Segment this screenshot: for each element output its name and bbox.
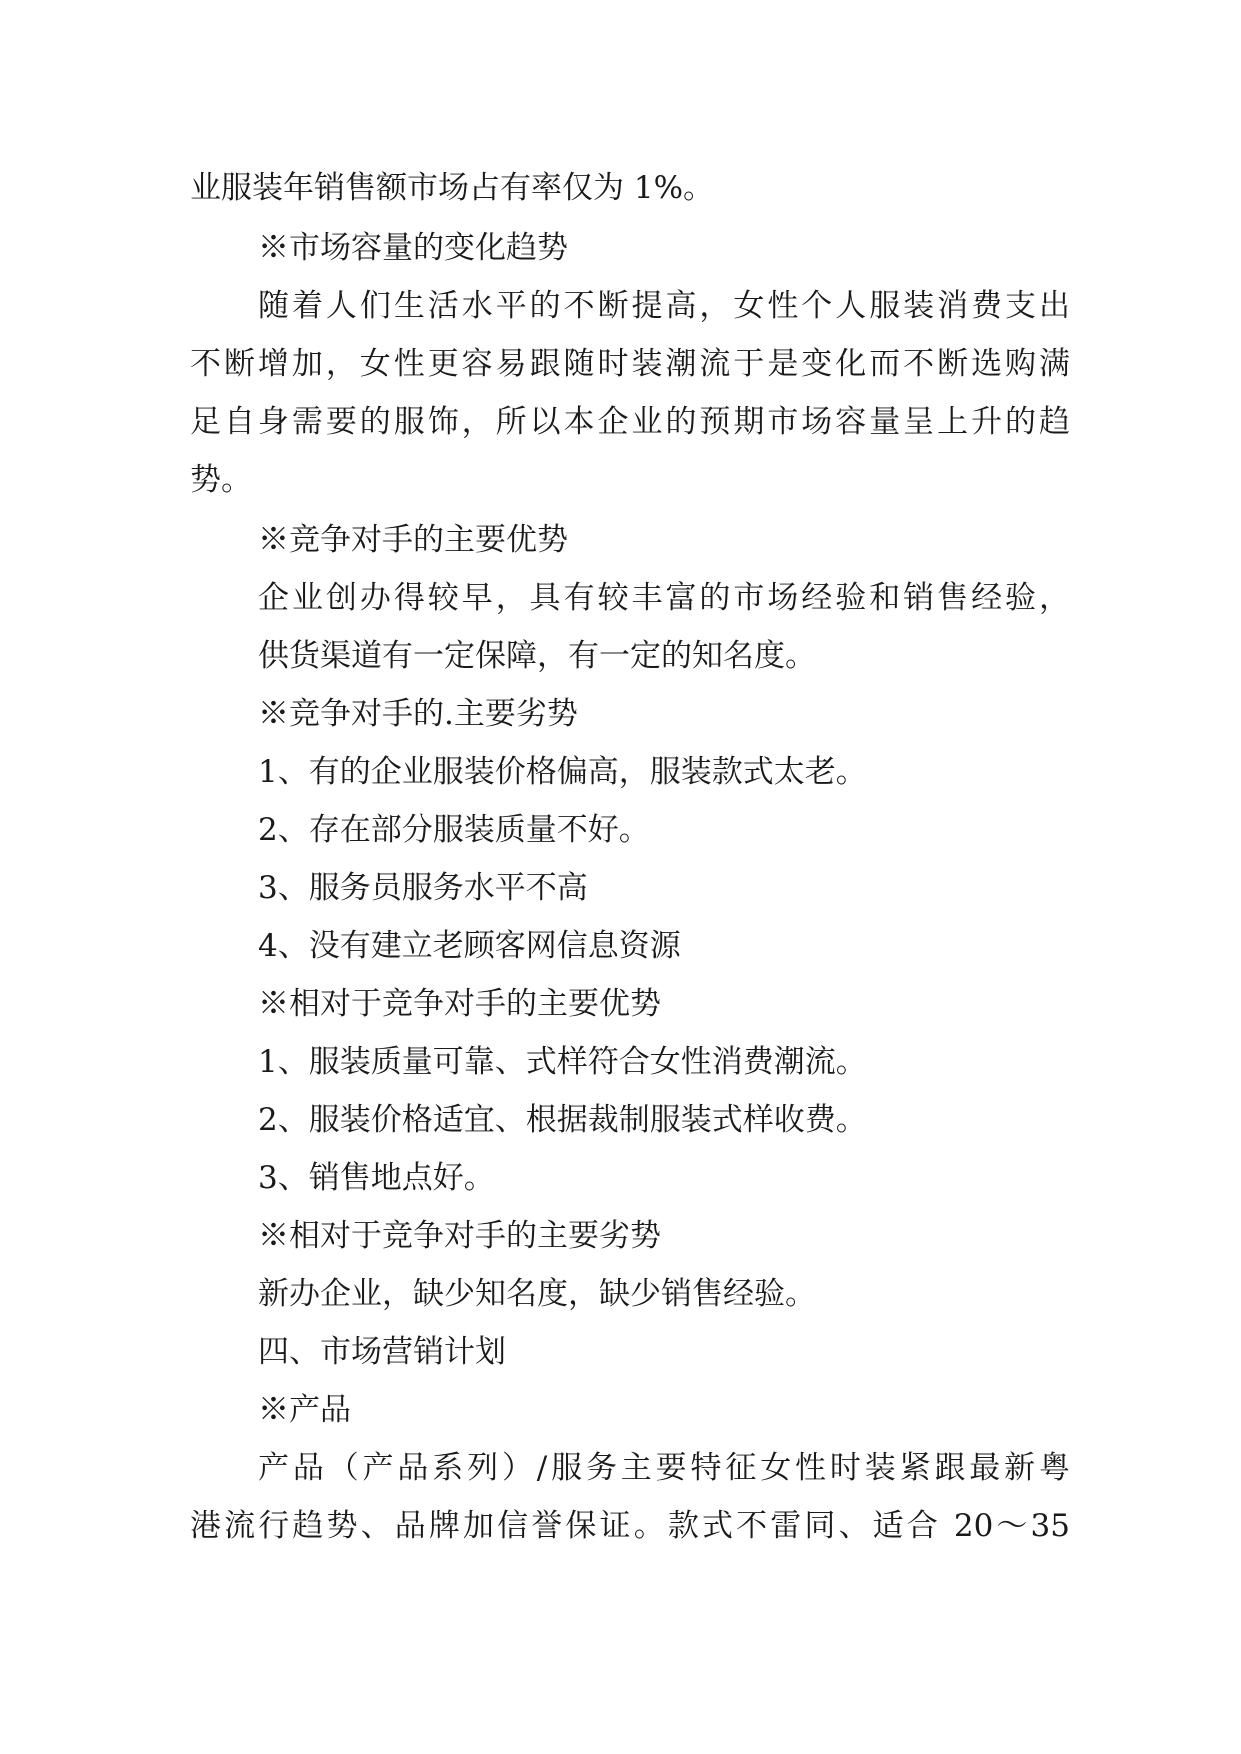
section-heading: ※相对于竞争对手的主要优势 [258, 986, 661, 1022]
section-heading: ※相对于竞争对手的主要劣势 [258, 1218, 661, 1254]
text-line: 港流行趋势、品牌加信誉保证。款式不雷同、适合 20～35 [190, 1508, 1070, 1544]
list-item: 1、有的企业服装价格偏高，服装款式太老。 [258, 754, 867, 790]
text-line: 随着人们生活水平的不断提高，女性个人服装消费支出 [258, 288, 1070, 324]
list-item: 3、销售地点好。 [258, 1160, 495, 1196]
list-item: 1、服装质量可靠、式样符合女性消费潮流。 [258, 1044, 867, 1080]
text-line: 业服装年销售额市场占有率仅为 1%。 [190, 170, 715, 206]
section-heading: ※产品 [258, 1392, 351, 1428]
text-line: 新办企业，缺少知名度，缺少销售经验。 [258, 1276, 816, 1312]
text-line: 势。 [190, 462, 252, 498]
section-heading: ※市场容量的变化趋势 [258, 230, 568, 266]
text-line: 产品（产品系列）/服务主要特征女性时装紧跟最新粤 [258, 1450, 1070, 1486]
section-heading: ※竞争对手的主要优势 [258, 522, 568, 558]
list-item: 2、存在部分服装质量不好。 [258, 812, 650, 848]
text-line: 供货渠道有一定保障，有一定的知名度。 [258, 638, 816, 674]
text-line: 企业创办得较早，具有较丰富的市场经验和销售经验， [258, 580, 1070, 616]
chapter-heading: 四、市场营销计划 [258, 1334, 506, 1370]
list-item: 2、服装价格适宜、根据裁制服装式样收费。 [258, 1102, 867, 1138]
list-item: 4、没有建立老顾客网信息资源 [258, 928, 681, 964]
text-line: 足自身需要的服饰，所以本企业的预期市场容量呈上升的趋 [190, 404, 1070, 440]
section-heading: ※竞争对手的.主要劣势 [258, 696, 578, 732]
text-line: 不断增加，女性更容易跟随时装潮流于是变化而不断选购满 [190, 346, 1070, 382]
list-item: 3、服务员服务水平不高 [258, 870, 588, 906]
